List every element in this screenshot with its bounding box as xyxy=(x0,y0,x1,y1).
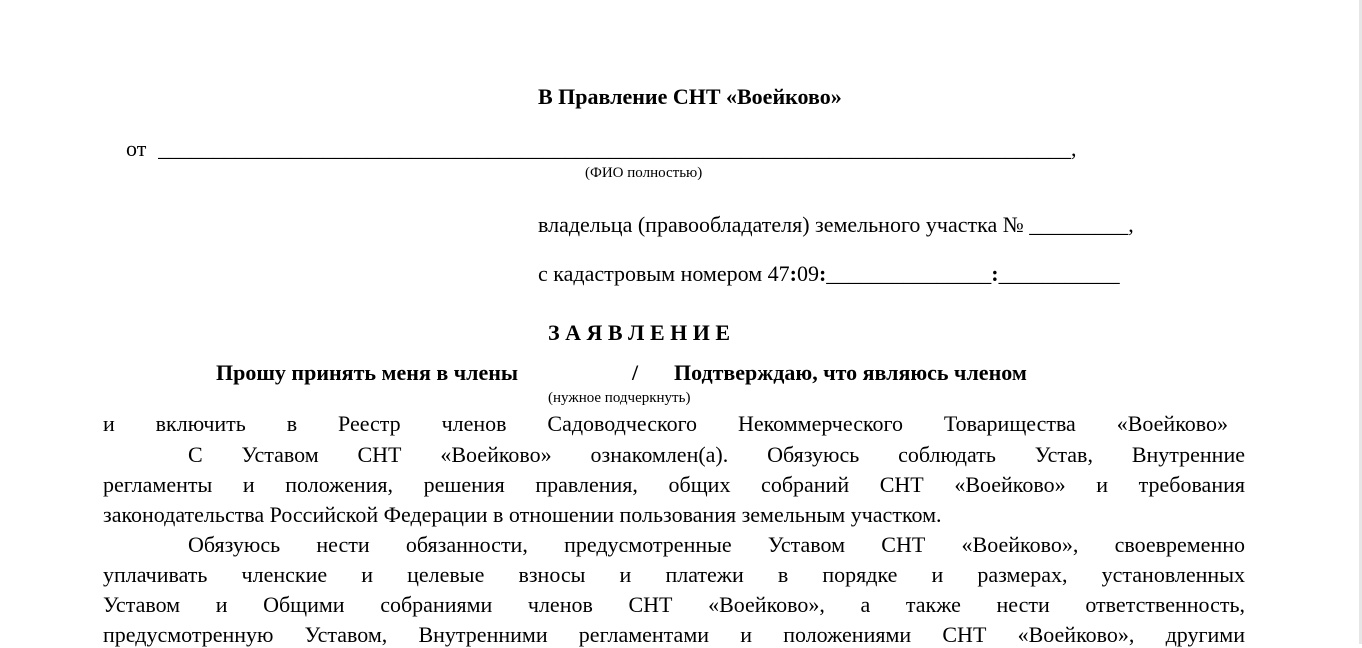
body-line: уплачивать членские и целевые взносы и платежи в порядке и размерах, установленных xyxy=(103,562,1245,587)
colon: : xyxy=(789,261,797,286)
from-caption: (ФИО полностью) xyxy=(585,165,703,181)
body-line: Обязуюсь нести обязанности, предусмотренные Уставом СНТ «Воейково», своевременно xyxy=(188,532,1245,557)
cadastral-part: 09 xyxy=(796,261,819,286)
body-line: предусмотренную Уставом, Внутренними регламентами и положениями СНТ «Воейково», другими xyxy=(103,622,1245,647)
option-join: Прошу принять меня в члены xyxy=(216,360,519,385)
option-separator: / xyxy=(632,360,639,385)
cadastral-line xyxy=(538,261,1120,287)
colon: : xyxy=(991,261,999,286)
addressee: В Правление СНТ «Воейково» xyxy=(538,84,842,109)
cadastral-field-1[interactable]: _______________ xyxy=(826,261,992,286)
body-line: Уставом и Общими собраниями членов СНТ «Воейково», а также нести ответственность, xyxy=(103,592,1245,617)
cadastral-prefix: с кадастровым номером 47 xyxy=(538,261,790,286)
body-line: регламенты и положения, решения правления, общих собраний СНТ «Воейково» и требования xyxy=(103,472,1245,497)
options-caption: (нужное подчеркнуть) xyxy=(548,390,691,406)
document-title: З А Я В Л Е Н И Е xyxy=(548,320,731,345)
body-line: С Уставом СНТ «Воейково» ознакомлен(а). Обязуюсь соблюдать Устав, Внутренние xyxy=(188,442,1245,467)
body-line: законодательства Российской Федерации в отношении пользования земельным участком. xyxy=(103,502,942,527)
owner-plot-line: владельца (правообладателя) земельного участка № _________, xyxy=(538,212,1134,237)
body-line: и включить в Реестр членов Садоводческого Некоммерческого Товарищества «Воейково» xyxy=(103,411,1228,436)
colon: : xyxy=(818,261,827,286)
from-name-field[interactable]: ___________________________________________________________________________________, xyxy=(158,136,1077,161)
option-confirm: Подтверждаю, что являюсь членом xyxy=(674,360,1027,385)
cadastral-field-2[interactable]: ___________ xyxy=(998,261,1120,286)
from-label: от xyxy=(126,136,147,161)
